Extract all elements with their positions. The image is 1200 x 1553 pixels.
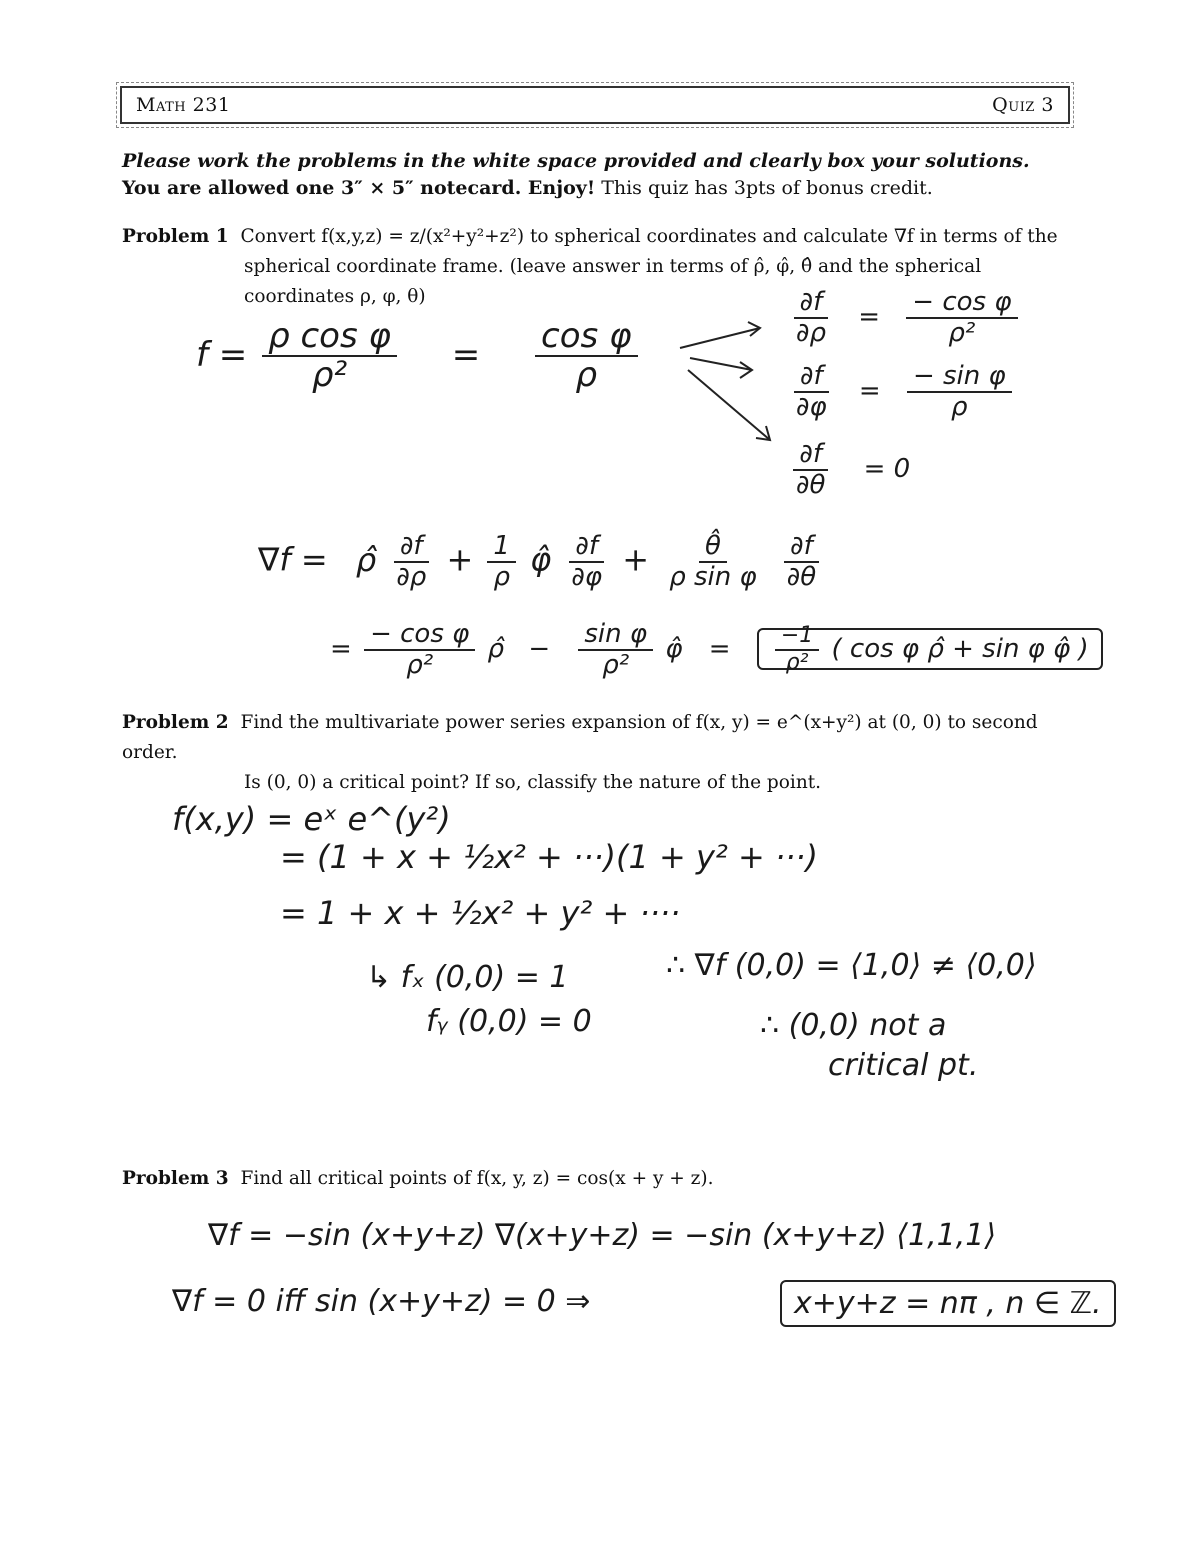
p2-fx: ↳ fₓ (0,0) = 1 (366, 960, 569, 995)
p1-gradient-formula: ∇f = ρ̂ $\frac{\partial f}{\partial\rho}$ + $\frac{1}{\rho}$ φ̂ $\frac{\partial f}{\partial\varphi}$ + $\frac{\thetâ}{\text{ρ sin φ}}$ $\frac{\partial f}{\partial\theta}$ (258, 532, 826, 591)
p1-partial-rho: $\frac{\partial f}{\partial\rho}$ = $\frac{\text{− cos φ}}{\text{ρ²}}$ (786, 288, 1022, 347)
p1-f-definition: f = $\frac{\text{ρ cos φ}}{\text{ρ²}}$ = $\frac{\text{cos φ}}{\rho}$ (196, 318, 642, 395)
problem-3-text: Find all critical points of f(x, y, z) = cos(x + y + z). (240, 1168, 714, 1189)
p3-line-1: ∇f = −sin (x+y+z) ∇(x+y+z) = −sin (x+y+z) ⟨1,1,1⟩ (208, 1218, 997, 1253)
problem-2-text-cont: Is (0, 0) a critical point? If so, classify the nature of the point. (244, 772, 822, 793)
p1-partial-theta: $\frac{\partial f}{\partial\theta}$ = 0 (786, 440, 910, 499)
p2-line-2: = (1 + x + ½x² + ···)(1 + y² + ···) (280, 838, 818, 876)
problem-1-label: Problem 1 (122, 226, 229, 247)
problem-3-label: Problem 3 (122, 1168, 229, 1189)
course-title: Math 231 (136, 94, 231, 116)
problem-3 (122, 1164, 1062, 1194)
problem-2-text: Find the multivariate power series expansion of f(x, y) = e^(x+y²) at (0, 0) to second order. (122, 712, 1038, 763)
p1-partial-phi: $\frac{\partial f}{\partial\varphi}$ = $\frac{\text{− sin φ}}{\rho}$ (786, 362, 1016, 421)
p3-boxed-answer: x+y+z = nπ , n ∈ ℤ. (780, 1280, 1116, 1327)
p2-not-critical: ∴ (0,0) not a (760, 1008, 947, 1043)
p2-fy: fᵧ (0,0) = 0 (426, 1004, 592, 1039)
instructions-bonus: This quiz has 3pts of bonus credit. (595, 177, 933, 199)
quiz-title: Quiz 3 (992, 94, 1054, 116)
problem-1-text: Convert f(x,y,z) = z/(x²+y²+z²) to spherical coordinates and calculate ∇f in terms of the (240, 226, 1058, 247)
problem-1-text-cont: spherical coordinate frame. (leave answer in terms of ρ̂, φ̂, θ̂ and the spherical coordinates ρ, φ, θ) (244, 256, 982, 307)
problem-2-label: Problem 2 (122, 712, 229, 733)
p2-critical-pt: critical pt. (828, 1048, 979, 1083)
p2-line-3: = 1 + x + ½x² + y² + ···· (280, 894, 681, 932)
instructions (122, 148, 1062, 202)
instructions-main: Please work the problems in the white space provided and clearly box your solutions. (122, 150, 1030, 172)
quiz-header (120, 86, 1070, 124)
p1-boxed-answer: $\frac{-1}{\text{ρ²}}$ ( cos φ ρ̂ + sin φ φ̂ ) (757, 628, 1103, 670)
p3-line-2: ∇f = 0 iff sin (x+y+z) = 0 ⇒ (172, 1284, 591, 1319)
problem-2 (122, 708, 1062, 798)
p2-gradient-conclusion: ∴ ∇f (0,0) = ⟨1,0⟩ ≠ ⟨0,0⟩ (666, 948, 1037, 983)
instructions-notecard: You are allowed one 3″ × 5″ notecard. Enjoy! (122, 177, 596, 199)
p2-line-1: f(x,y) = eˣ e^(y²) (172, 800, 451, 838)
p1-gradient-result: = $\frac{\text{− cos φ}}{\text{ρ²}}$ ρ̂ − $\frac{\text{sin φ}}{\text{ρ²}}$ φ̂ = $\frac{-1}{\text{ρ²}}$ ( cos φ ρ̂ + sin φ φ̂ ) (330, 620, 1103, 679)
